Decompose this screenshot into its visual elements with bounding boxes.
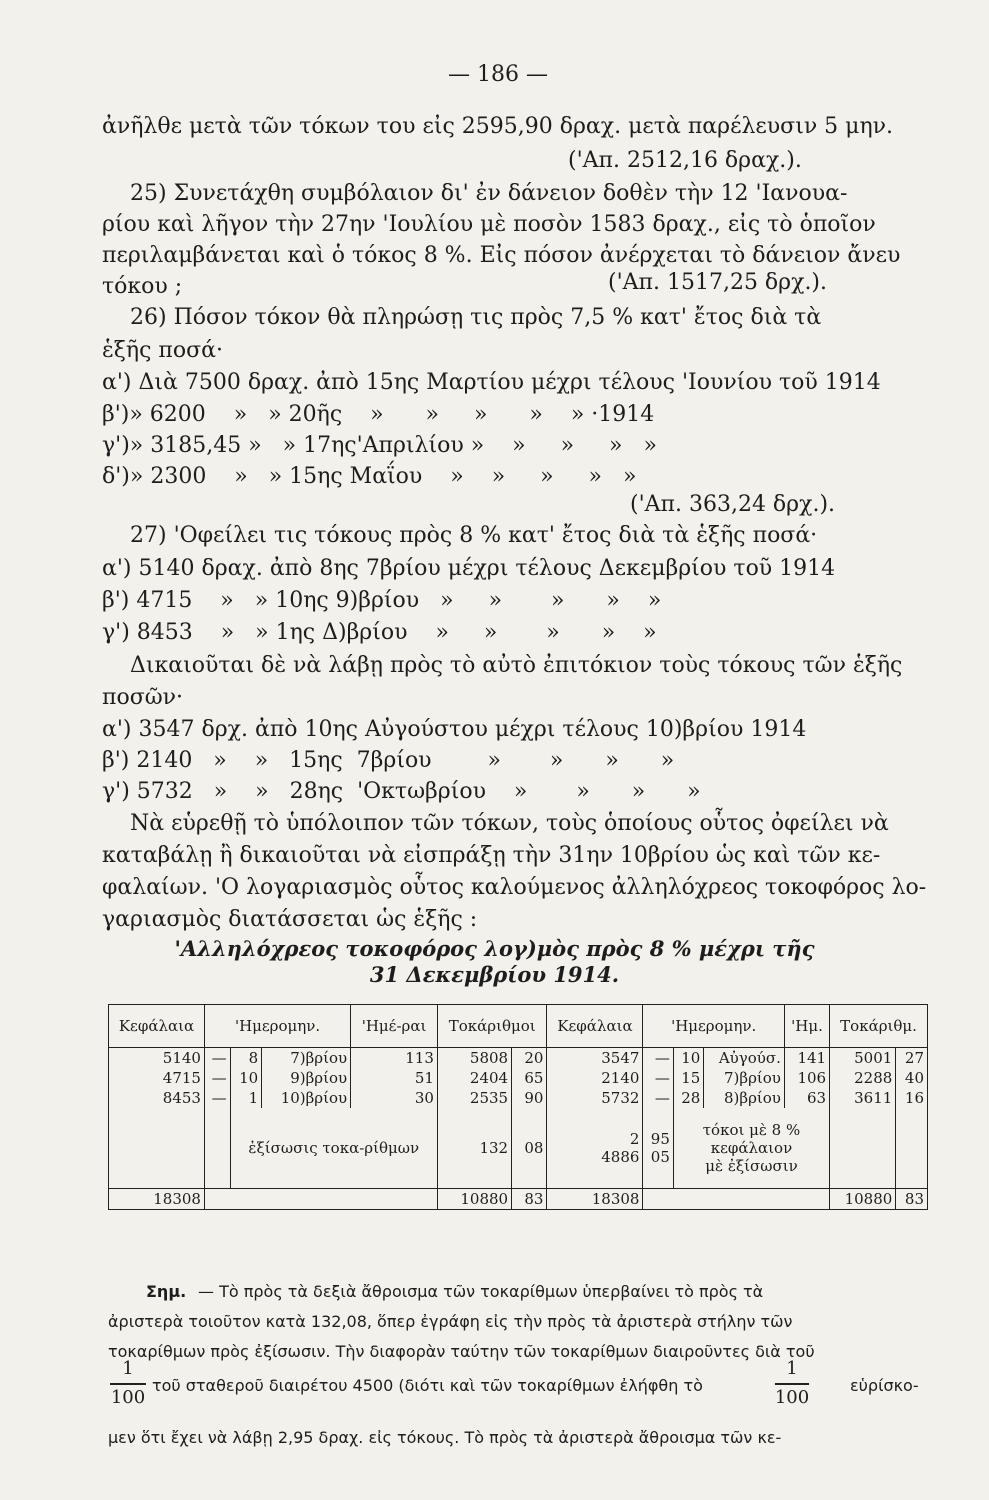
column-header: Κεφάλαια	[109, 1005, 205, 1048]
text-line: β')» 6200 » » 20ῆς » » » » » ·1914	[102, 402, 655, 427]
text-line: β') 2140 » » 15ης 7βρίου » » » »	[102, 748, 675, 773]
note-line: εὑρίσκο-	[850, 1376, 919, 1395]
fraction-bar	[775, 1383, 809, 1385]
text-line: Νὰ εὑρεθῇ τὸ ὑπόλοιπον τῶν τόκων, τοὺς ὁποίους οὗτος ὀφείλει νὰ	[130, 811, 889, 836]
equalization-row: ἐξίσωσις τοκα-ρίθμων 132 08 2 4886 95 05 τόκοι μὲ 8 % κεφάλαιον μὲ ἐξίσωσιν	[109, 1108, 928, 1188]
text-line: ('Απ. 1517,25 δρχ.).	[608, 270, 828, 295]
column-header: 'Ημερομην.	[643, 1005, 784, 1048]
column-header: 'Ημερομην.	[204, 1005, 350, 1048]
text-line: ('Απ. 363,24 δρχ.).	[630, 492, 836, 517]
text-line: 25) Συνετάχθη συμβόλαιον δι' ἐν δάνειον δοθὲν τὴν 12 'Ιανουα-	[130, 181, 848, 206]
text-line: τόκου ;	[102, 274, 183, 299]
note-label: Σημ.	[146, 1282, 187, 1301]
text-line: ('Απ. 2512,16 δραχ.).	[568, 148, 802, 173]
table-title: 'Αλληλόχρεος τοκοφόρος λογ)μὸς πρὸς 8 % μέχρι τῆς	[174, 936, 815, 961]
equalization-label: κεφάλαιον	[710, 1138, 793, 1157]
text-line: α') 3547 δρχ. ἀπὸ 10ης Αὐγούστου μέχρι τέλους 10)βρίου 1914	[102, 717, 807, 742]
table-row: 5140 — 8 7)βρίου 113 5808 20 3547 — 10 Αὐγούσ. 141 5001 27	[109, 1048, 928, 1069]
text-line: Δικαιοῦται δὲ νὰ λάβῃ πρὸς τὸ αὐτὸ ἐπιτόκιον τοὺς τόκους τῶν ἑξῆς	[130, 653, 903, 678]
column-header: 'Ημ.	[784, 1005, 829, 1048]
page-number: — 186 —	[448, 62, 548, 87]
table-title-date: 31 Δεκεμβρίου 1914.	[369, 962, 620, 987]
totals-row: 18308 10880 83 18308 10880 83	[109, 1188, 928, 1209]
text-line: δ')» 2300 » » 15ης Μαΐου » » » » »	[102, 464, 637, 489]
text-line: β') 4715 » » 10ης 9)βρίου » » » » »	[102, 588, 662, 613]
text-line: ἀνῆλθε μετὰ τῶν τόκων του εἰς 2595,90 δραχ. μετὰ παρέλευσιν 5 μην.	[102, 114, 894, 139]
text-line: γ') 8453 » » 1ης Δ)βρίου » » » » »	[102, 620, 657, 645]
column-header: Τοκάριθμοι	[437, 1005, 547, 1048]
interest-account-table	[108, 1004, 928, 1210]
fraction-numerator: 1	[122, 1358, 134, 1379]
note-line: τοκαρίθμων πρὸς ἐξίσωσιν. Τὴν διαφορὰν ταύτην τῶν τοκαρίθμων διαιροῦντες διὰ τοῦ	[108, 1342, 815, 1361]
note-line: μεν ὅτι ἔχει νὰ λάβῃ 2,95 δραχ. εἰς τόκους. Τὸ πρὸς τὰ ἀριστερὰ ἄθροισμα τῶν κε-	[108, 1428, 782, 1447]
equalization-label: τόκοι μὲ 8 %	[702, 1120, 801, 1139]
text-line: α') Διὰ 7500 δραχ. ἀπὸ 15ης Μαρτίου μέχρι τέλους 'Ιουνίου τοῦ 1914	[102, 370, 881, 395]
text-line: περιλαμβάνεται καὶ ὁ τόκος 8 %. Εἰς πόσον ἀνέρχεται τὸ δάνειον ἄνευ	[102, 243, 901, 268]
text-line: γαριασμὸς διατάσσεται ὡς ἑξῆς :	[102, 907, 478, 932]
table-row: 8453 — 1 10)βρίου 30 2535 90 5732 — 28 8)βρίου 63 3611 16	[109, 1088, 928, 1108]
fraction-denominator: 100	[774, 1387, 810, 1408]
fraction-denominator: 100	[110, 1387, 146, 1408]
column-header: Τοκάριθμ.	[830, 1005, 928, 1048]
note-line: — Τὸ πρὸς τὰ δεξιὰ ἄθροισμα τῶν τοκαρίθμων ὑπερβαίνει τὸ πρὸς τὰ	[198, 1282, 764, 1301]
note-line: τοῦ σταθεροῦ διαιρέτου 4500 (διότι καὶ τῶν τοκαρίθμων ἐλήφθη τὸ	[152, 1376, 703, 1395]
text-line: ρίου καὶ λῆγον τὴν 27ην 'Ιουλίου μὲ ποσὸν 1583 δραχ., εἰς τὸ ὁποῖον	[102, 212, 876, 237]
text-line: γ')» 3185,45 » » 17ης'Απριλίου » » » » »	[102, 433, 657, 458]
fraction-numerator: 1	[786, 1358, 798, 1379]
equalization-label: μὲ ἐξίσωσιν	[705, 1156, 798, 1175]
text-line: α') 5140 δραχ. ἀπὸ 8ης 7βρίου μέχρι τέλους Δεκεμβρίου τοῦ 1914	[102, 556, 836, 581]
text-line: καταβάλῃ ἢ δικαιοῦται νὰ εἰσπράξῃ τὴν 31ην 10βρίου ὡς καὶ τῶν κε-	[102, 843, 881, 868]
fraction-bar	[110, 1383, 146, 1385]
equalization-label: ἐξίσωσις τοκα-ρίθμων	[230, 1108, 437, 1188]
text-line: 26) Πόσον τόκον θὰ πληρώσῃ τις πρὸς 7,5 % κατ' ἔτος διὰ τὰ	[130, 305, 822, 330]
text-line: 27) 'Οφείλει τις τόκους πρὸς 8 % κατ' ἔτος διὰ τὰ ἑξῆς ποσά·	[130, 523, 818, 548]
column-header: 'Ημέ-ραι	[351, 1005, 438, 1048]
text-line: φαλαίων. 'Ο λογαριασμὸς οὗτος καλούμενος ἀλληλόχρεος τοκοφόρος λο-	[102, 875, 927, 900]
table-row: 4715 — 10 9)βρίου 51 2404 65 2140 — 15 7)βρίου 106 2288 40	[109, 1068, 928, 1088]
column-header: Κεφάλαια	[547, 1005, 643, 1048]
note-line: ἀριστερὰ τοιοῦτον κατὰ 132,08, ὅπερ ἐγράφη εἰς τὴν πρὸς τὰ ἀριστερὰ στήλην τῶν	[108, 1312, 793, 1331]
text-line: γ') 5732 » » 28ης 'Οκτωβρίου » » » »	[102, 779, 701, 804]
text-line: ἑξῆς ποσά·	[102, 338, 223, 363]
text-line: ποσῶν·	[102, 685, 184, 710]
